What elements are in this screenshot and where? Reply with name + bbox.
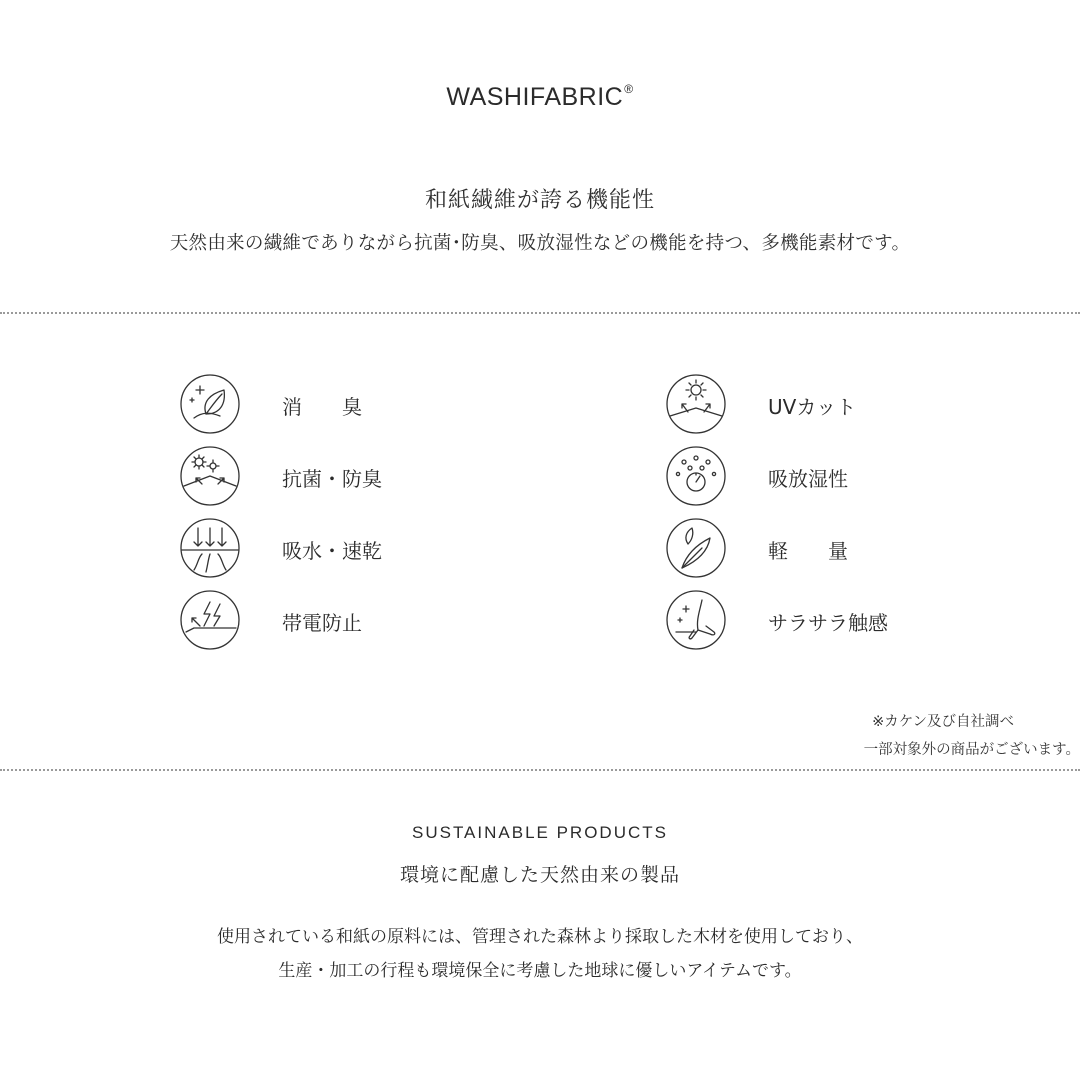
feature-label: 消 臭 bbox=[282, 395, 362, 419]
feature-smooth-touch bbox=[666, 590, 966, 652]
feature-deodorant bbox=[180, 374, 480, 436]
feature-label: サラサラ触感 bbox=[768, 611, 888, 635]
moisture-gauge-icon bbox=[666, 446, 726, 506]
feature-antistatic bbox=[180, 590, 480, 652]
dotted-divider-bottom bbox=[0, 769, 1080, 771]
registered-mark: ® bbox=[624, 82, 634, 96]
sustainable-title: SUSTAINABLE PRODUCTS bbox=[411, 823, 668, 842]
logo-text: WASHIFABRIC bbox=[446, 83, 624, 111]
feature-label: 帯電防止 bbox=[282, 611, 362, 635]
sun-uv-icon bbox=[666, 374, 726, 434]
water-absorb-icon bbox=[180, 518, 240, 578]
antistatic-icon bbox=[180, 590, 240, 650]
feature-label: 抗菌・防臭 bbox=[282, 467, 382, 491]
hand-touch-icon bbox=[666, 590, 726, 650]
feather-icon bbox=[666, 518, 726, 578]
feature-moisture bbox=[666, 446, 966, 508]
footnote-exclusion: 一部対象外の商品がございます。 bbox=[863, 742, 1080, 758]
feature-label: 吸放湿性 bbox=[768, 467, 848, 491]
feature-antibacterial bbox=[180, 446, 480, 508]
footnote-source: ※カケン及び自社調べ bbox=[872, 714, 1014, 730]
feature-label: 軽 量 bbox=[768, 539, 848, 563]
brand-logo bbox=[0, 82, 1080, 112]
feature-quick-dry bbox=[180, 518, 480, 580]
sustainable-text-line1: 使用されている和紙の原料には、管理された森林より採取した木材を使用しており、 bbox=[217, 927, 863, 947]
sustainable-subtitle: 環境に配慮した天然由来の製品 bbox=[399, 864, 680, 886]
dotted-divider-top bbox=[0, 312, 1080, 314]
feature-uv-cut bbox=[666, 374, 966, 436]
leaf-sparkle-icon bbox=[180, 374, 240, 434]
section-lead: 天然由来の繊維でありながら抗菌･防臭、吸放湿性などの機能を持つ、多機能素材です。 bbox=[169, 233, 911, 254]
feature-label: UVカット bbox=[768, 395, 857, 419]
section-heading: 和紙繊維が誇る機能性 bbox=[424, 188, 655, 213]
feature-label: 吸水・速乾 bbox=[282, 539, 382, 563]
bacteria-shield-icon bbox=[180, 446, 240, 506]
sustainable-text-line2: 生産・加工の行程も環境保全に考慮した地球に優しいアイテムです。 bbox=[278, 961, 802, 981]
feature-lightweight bbox=[666, 518, 966, 580]
